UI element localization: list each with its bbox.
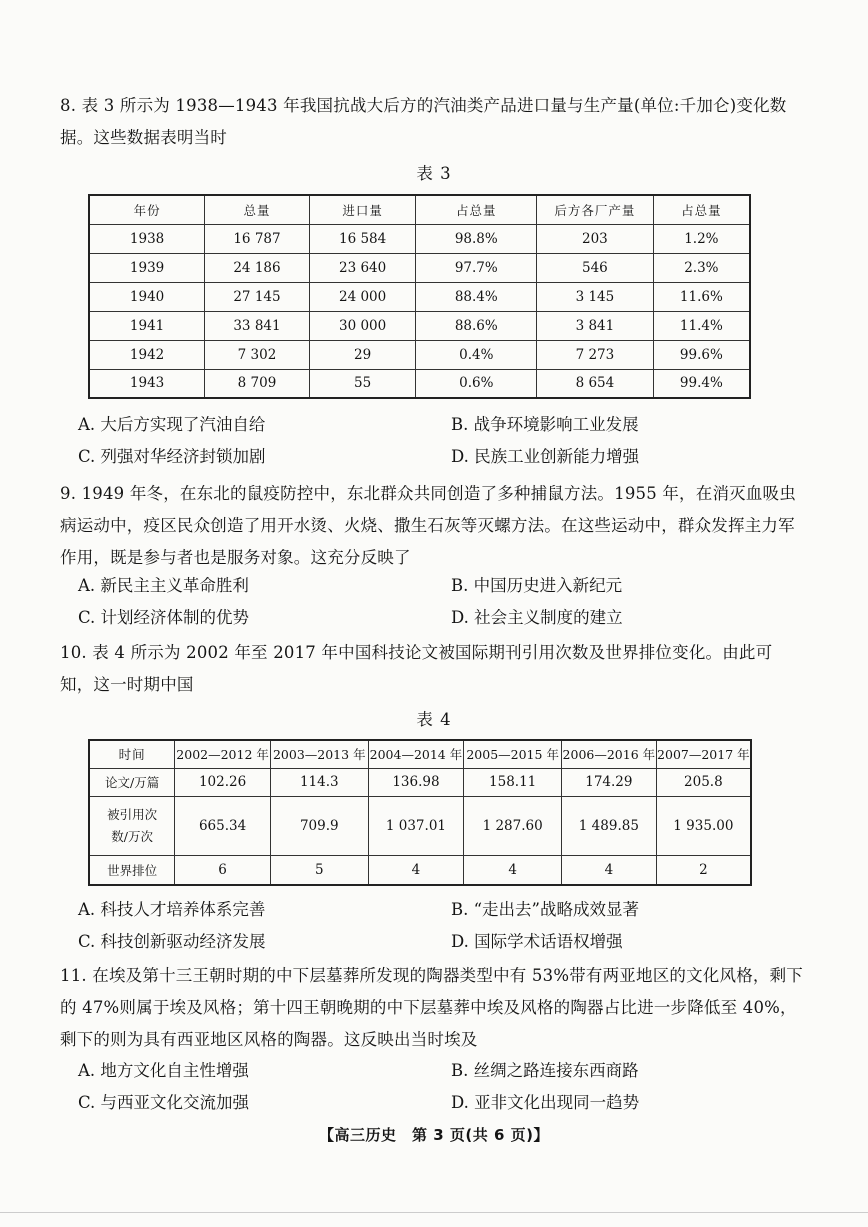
q10-header-row	[89, 740, 751, 768]
table-cell: 203	[537, 224, 654, 253]
q9-option-a[interactable]: A. 新民主主义革命胜利	[78, 576, 249, 595]
q8-header-cell: 总量	[205, 195, 310, 224]
table-cell: 136.98	[368, 768, 464, 796]
table-cell: 1941	[89, 311, 205, 340]
table-cell: 8 654	[537, 369, 654, 398]
table-cell: 29	[309, 340, 416, 369]
table-cell: 665.34	[175, 796, 271, 855]
table-row	[89, 311, 750, 340]
q11-option-c[interactable]: C. 与西亚文化交流加强	[78, 1093, 250, 1112]
table-cell: 205.8	[656, 768, 751, 796]
q11-option-a[interactable]: A. 地方文化自主性增强	[78, 1061, 249, 1080]
table-cell: 2	[656, 855, 751, 885]
q10-option-b[interactable]: B. “走出去”战略成效显著	[451, 900, 639, 919]
table-cell: 2.3%	[653, 253, 750, 282]
table-cell: 4	[464, 855, 562, 885]
table-row	[89, 369, 750, 398]
q10-option-c[interactable]: C. 科技创新驱动经济发展	[78, 932, 266, 951]
table-cell: 1943	[89, 369, 205, 398]
q8-header-cell: 年份	[89, 195, 205, 224]
q10-header-cell: 2006—2016 年	[562, 740, 657, 768]
table-cell: 102.26	[175, 768, 271, 796]
table-cell: 98.8%	[416, 224, 537, 253]
q8-header-cell: 占总量	[416, 195, 537, 224]
table-cell: 论文/万篇	[89, 768, 175, 796]
q10-header-cell: 2003—2013 年	[270, 740, 368, 768]
table-row	[89, 796, 751, 855]
table-cell: 23 640	[309, 253, 416, 282]
table-cell: 16 787	[205, 224, 310, 253]
q8-header-cell: 后方各厂产量	[537, 195, 654, 224]
table-cell: 24 186	[205, 253, 310, 282]
q8-option-b[interactable]: B. 战争环境影响工业发展	[451, 415, 639, 434]
table-cell: 55	[309, 369, 416, 398]
table-row	[89, 855, 751, 885]
q10-table	[88, 739, 752, 886]
q10-option-a[interactable]: A. 科技人才培养体系完善	[78, 900, 266, 919]
table-row	[89, 282, 750, 311]
q8-option-d[interactable]: D. 民族工业创新能力增强	[451, 447, 640, 466]
table-cell: 1939	[89, 253, 205, 282]
table-cell: 1 287.60	[464, 796, 562, 855]
q10-header-cell: 2005—2015 年	[464, 740, 562, 768]
table-row	[89, 768, 751, 796]
table-cell: 97.7%	[416, 253, 537, 282]
q8-table-caption: 表 3	[416, 164, 452, 183]
table-cell: 114.3	[270, 768, 368, 796]
q10-header-cell: 2004—2014 年	[368, 740, 464, 768]
table-cell: 11.6%	[653, 282, 750, 311]
table-cell: 7 273	[537, 340, 654, 369]
q10-stem: 10. 表 4 所示为 2002 年至 2017 年中国科技论文被国际期刊引用次数及世界排位变化。由此可知，这一时期中国	[60, 643, 773, 694]
table-cell: 88.6%	[416, 311, 537, 340]
table-cell: 33 841	[205, 311, 310, 340]
table-cell: 30 000	[309, 311, 416, 340]
table-cell: 174.29	[562, 768, 657, 796]
q11-option-b[interactable]: B. 丝绸之路连接东西商路	[451, 1061, 639, 1080]
q10-header-cell: 2002—2012 年	[175, 740, 271, 768]
table-cell: 世界排位	[89, 855, 175, 885]
table-cell: 1942	[89, 340, 205, 369]
table-cell: 546	[537, 253, 654, 282]
table-cell: 5	[270, 855, 368, 885]
table-cell: 0.4%	[416, 340, 537, 369]
table-cell: 99.4%	[653, 369, 750, 398]
q9-option-c[interactable]: C. 计划经济体制的优势	[78, 608, 250, 627]
q10-header-cell: 2007—2017 年	[656, 740, 751, 768]
table-cell: 7 302	[205, 340, 310, 369]
table-cell: 27 145	[205, 282, 310, 311]
q8-stem: 8. 表 3 所示为 1938—1943 年我国抗战大后方的汽油类产品进口量与生产量(单位:千加仑)变化数据。这些数据表明当时	[60, 96, 787, 147]
q9-stem: 9. 1949 年冬，在东北的鼠疫防控中，东北群众共同创造了多种捕鼠方法。1955 年，在消灭血吸虫病运动中，疫区民众创造了用开水烫、火烧、撒生石灰等灭螺方法。在这些运动中，群众发挥主力军作用，既是参与者也是服务对象。这充分反映了	[60, 484, 796, 567]
q9-option-d[interactable]: D. 社会主义制度的建立	[451, 608, 623, 627]
page-footer: 【高三历史 第 3 页(共 6 页)】	[319, 1126, 549, 1144]
table-cell: 1 037.01	[368, 796, 464, 855]
table-cell: 1938	[89, 224, 205, 253]
table-cell: 1.2%	[653, 224, 750, 253]
table-row	[89, 224, 750, 253]
q10-option-d[interactable]: D. 国际学术话语权增强	[451, 932, 623, 951]
table-cell: 6	[175, 855, 271, 885]
table-cell: 1 935.00	[656, 796, 751, 855]
table-cell: 3 841	[537, 311, 654, 340]
q11-stem: 11. 在埃及第十三王朝时期的中下层墓葬所发现的陶器类型中有 53%带有两亚地区的文化风格，剩下的 47%则属于埃及风格；第十四王朝晚期的中下层墓葬中埃及风格的陶器占比进一步降低至 40%，剩下的则为具有西亚地区风格的陶器。这反映出当时埃及	[60, 966, 804, 1049]
table-cell: 158.11	[464, 768, 562, 796]
q10-header-cell: 时间	[89, 740, 175, 768]
table-cell: 被引用次数/万次	[89, 796, 175, 855]
table-cell: 709.9	[270, 796, 368, 855]
q8-option-a[interactable]: A. 大后方实现了汽油自给	[78, 415, 266, 434]
table-cell: 3 145	[537, 282, 654, 311]
table-cell: 0.6%	[416, 369, 537, 398]
table-cell: 11.4%	[653, 311, 750, 340]
q11-option-d[interactable]: D. 亚非文化出现同一趋势	[451, 1093, 640, 1112]
table-cell: 88.4%	[416, 282, 537, 311]
table-cell: 24 000	[309, 282, 416, 311]
table-cell: 16 584	[309, 224, 416, 253]
q9-option-b[interactable]: B. 中国历史进入新纪元	[451, 576, 623, 595]
bottom-divider	[0, 1212, 868, 1213]
table-cell: 8 709	[205, 369, 310, 398]
table-cell: 4	[562, 855, 657, 885]
q8-header-row	[89, 195, 750, 224]
q8-table	[88, 194, 751, 399]
q8-header-cell: 进口量	[309, 195, 416, 224]
table-row	[89, 253, 750, 282]
q10-table-caption: 表 4	[416, 710, 452, 729]
table-row	[89, 340, 750, 369]
q8-header-cell: 占总量	[653, 195, 750, 224]
table-cell: 1940	[89, 282, 205, 311]
table-cell: 1 489.85	[562, 796, 657, 855]
table-cell: 99.6%	[653, 340, 750, 369]
q8-option-c[interactable]: C. 列强对华经济封锁加剧	[78, 447, 266, 466]
table-cell: 4	[368, 855, 464, 885]
